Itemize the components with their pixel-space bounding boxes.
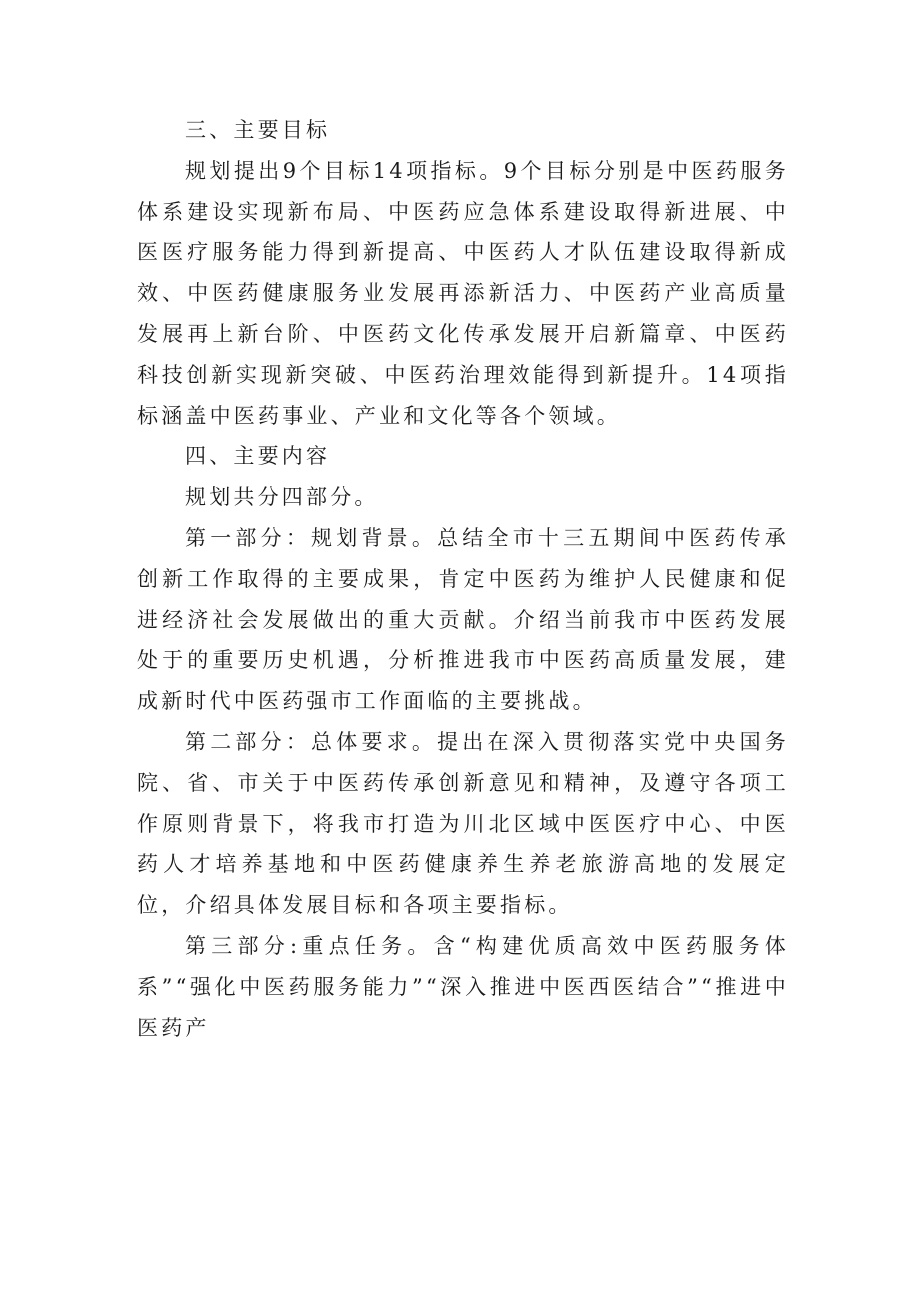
paragraph-main-goals: 规划提出9个目标14项指标。9个目标分别是中医药服务体系建设实现新布局、中医药应急体系建设取得新进展、中医医疗服务能力得到新提高、中医药人才队伍建设取得新成效、中医药健康服务业发展再添新活力、中医药产业高质量发展再上新台阶、中医药文化传承发展开启新篇章、中医药科技创新实现新突破、中医药治理效能得到新提升。14项指标涵盖中医药事业、产业和文化等各个领域。 [137,158,789,428]
section-heading-main-goals: 三、主要目标 [185,118,331,142]
paragraph-part-one: 第一部分：规划背景。总结全市十三五期间中医药传承创新工作取得的主要成果，肯定中医药为维护人民健康和促进经济社会发展做出的重大贡献。介绍当前我市中医药发展处于的重要历史机遇，分析推进我市中医药高质量发展，建成新时代中医药强市工作面临的主要挑战。 [137,525,789,714]
paragraph-part-two: 第二部分：总体要求。提出在深入贯彻落实党中央国务院、省、市关于中医药传承创新意见和精神，及遵守各项工作原则背景下，将我市打造为川北区域中医医疗中心、中医药人才培养基地和中医药健康养生养老旅游高地的发展定位，介绍具体发展目标和各项主要指标。 [137,729,789,918]
section-heading-main-content: 四、主要内容 [185,444,331,469]
paragraph-plan-intro: 规划共分四部分。 [185,485,379,510]
paragraph-part-three: 第三部分:重点任务。含“构建优质高效中医药服务体系”“强化中医药服务能力”“深入推进中医西医结合”“推进中医药产 [137,933,789,1040]
document-body [137,110,789,1048]
